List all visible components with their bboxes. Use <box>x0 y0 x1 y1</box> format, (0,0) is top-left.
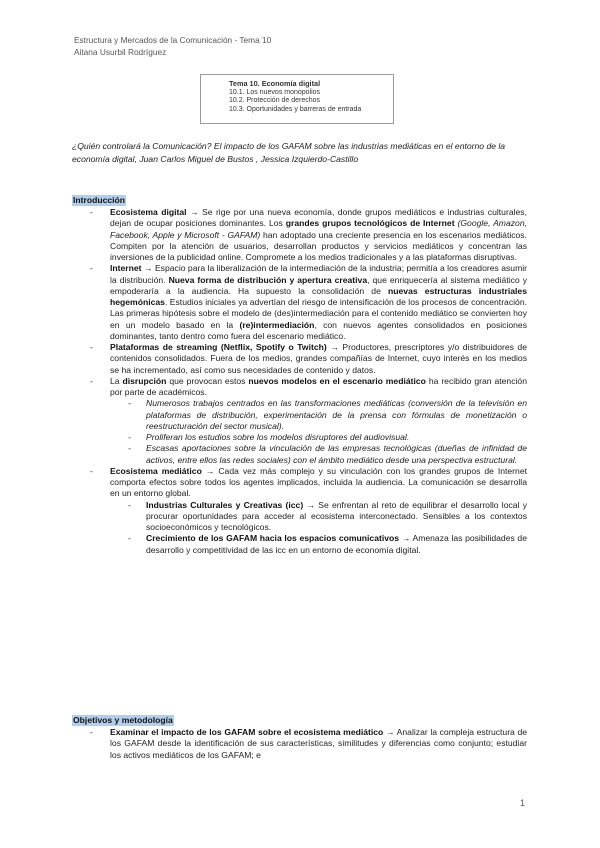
list-item: - La disrupción que provocan estos nuevos modelos en el escenario mediático ha recibido gran atención por parte de académicos. <box>72 376 527 399</box>
header-author: Aitana Usurbil Rodríguez <box>74 47 167 57</box>
list-item: - Examinar el impacto de los GAFAM sobre el ecosistema mediático → Analizar la compleja estructura de los GAFAM desde la identificación de sus características, similitudes y diferencias como conjunto; estudiar los activos mediáticos de los GAFAM; e <box>72 727 527 761</box>
topic-item: 10.2. Protección de derechos <box>229 97 321 105</box>
section-title-objetivos: Objetivos y metodología <box>73 715 173 725</box>
sub-list-item: - Proliferan los estudios sobre los modelos disruptores del audiovisual. <box>72 432 527 443</box>
sub-list-item: - Crecimiento de los GAFAM hacia los espacios comunicativos → Amenaza las posibilidades de desarrollo y competitividad de las icc en un entorno de economía digital. <box>72 533 527 556</box>
topic-box <box>200 74 394 124</box>
reference-citation: ¿Quién controlará la Comunicación? El impacto de los GAFAM sobre las industrias mediáticas en el entorno de la economía digital, Juan Carlos Miguel de Bustos , Jessica Izquierdo-Castillo <box>72 141 506 164</box>
topic-item: 10.1. Los nuevos monopolios <box>229 88 321 96</box>
list-item: - Ecosistema digital → Se rige por una nueva economía, donde grupos mediáticos e industrias culturales, dejan de ocupar posiciones dominantes. Los grandes grupos tecnológicos de Internet (Google, Amazon, Facebook, Apple y Microsoft - GAFAM) han adoptado una creciente presencia en los escenarios mediáticos. Compiten por la atención de usuarios, desarrollan productos y servicios mediáticos y concentran las inversiones de la publicidad online. Compromete a los medios tradicionales y a las plataformas disruptivas. <box>72 207 527 263</box>
topic-item: 10.3. Oportunidades y barreras de entrada <box>229 105 362 113</box>
page-number: 1 <box>520 798 526 808</box>
list-item: - Plataformas de streaming (Netflix, Spotify o Twitch) → Productores, prescriptores y/o distribuidores de contenidos consolidados. Fuera de los medios, grandes compañías de Internet, cuyo interés en los medios se ha incrementado, así como sus necesidades de contenido y datos. <box>72 342 527 376</box>
sub-list-item: - Industrias Culturales y Creativas (icc) → Se enfrentan al reto de equilibrar el desarrollo local y procurar oportunidades para acceder al ecosistema interconectado. Sensibles a los contextos socioeconómicos y tecnológicos. <box>72 500 527 534</box>
sub-list-item: - Escasas aportaciones sobre la vinculación de las empresas tecnológicas (dueñas de infinidad de activos, entre ellos las redes sociales) con el ámbito mediático desde una perspectiva estructural. <box>72 443 527 466</box>
topic-title: Tema 10. Economía digital <box>229 79 321 88</box>
list-item: - Internet → Espacio para la liberalización de la intermediación de la industria; permitía a los creadores asumir la distribución. Nueva forma de distribución y apertura creativa, que enriquecería al sistema mediático y empoderaría a la audiencia. Ha supuesto la consolidación de nuevas estructuras industriales hegemónicas. Estudios iniciales ya advertían del riesgo de intensificación de los procesos de concentración. Las primeras hipótesis sobre el modelo de (des)intermediación para el contenido mediático se convierten hoy en un modelo basado en la (re)intermediación, con nuevos agentes consolidados en posiciones dominantes, tanto dentro como fuera del escenario mediático. <box>72 263 527 342</box>
header-course: Estructura y Mercados de la Comunicación - Tema 10 <box>74 35 272 45</box>
section-title-introduccion: Introducción <box>73 195 126 205</box>
objectives-content <box>72 727 527 761</box>
sub-list-item: - Numerosos trabajos centrados en las transformaciones mediáticas (conversión de la televisión en plataformas de distribución, experimentación de la prensa con fórmulas de monetización o reestructuración del sector musical). <box>72 398 527 432</box>
page-header <box>74 34 271 58</box>
list-item: - Ecosistema mediático → Cada vez más complejo y su vinculación con los grandes grupos de Internet comporta efectos sobre todos los agentes implicados, incluida la audiencia. La comunicación se desarrolla en un entorno global. <box>72 466 527 500</box>
intro-content <box>72 207 527 556</box>
